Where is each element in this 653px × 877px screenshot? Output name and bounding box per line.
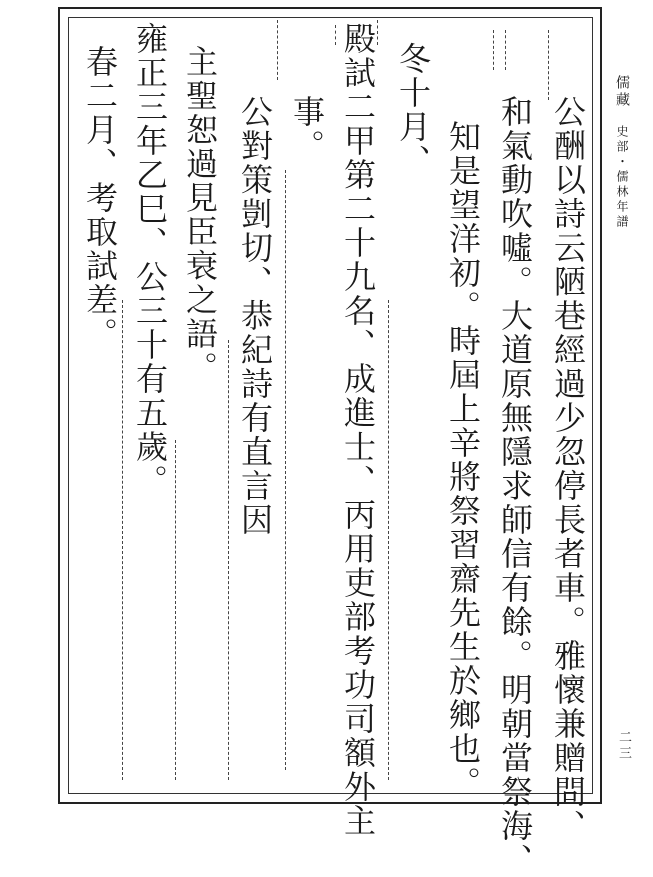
page-number: 二三 [616,730,631,762]
text-column-7: 公對策剴切、恭紀詩有直言因 [236,95,274,537]
text-column-1: 公酬以詩云陋巷經過少忽停長者車。雅懷兼贈問、 [549,95,587,843]
column-rule [228,340,229,780]
text-column-8: 主聖恕過見臣衰之語。 [181,45,219,385]
text-column-5: 殿試二甲第二十九名、成進士、丙用吏部考功司額外主 [339,22,377,838]
text-column-9: 雍正三年乙巳、公三十有五歲。 [131,22,169,498]
section-title: 史部・儒林年譜 [615,125,629,230]
column-rule [122,300,123,780]
column-rule [388,300,389,780]
column-rule [335,25,336,45]
column-rule [277,20,278,80]
text-column-10: 春二月、考取試差。 [81,45,119,351]
text-column-6: 事。 [288,95,326,163]
book-title: 儒藏 [614,75,630,109]
text-column-3: 知是望洋初。時屆上辛將祭習齋先生於鄉也。 [444,120,482,800]
column-rule [548,30,549,100]
column-rule [175,440,176,780]
column-rule [505,30,506,70]
column-rule [285,170,286,770]
text-column-4: 冬十月、 [394,42,432,178]
column-rule [493,30,494,70]
text-column-2: 和氣動吹噓。大道原無隱求師信有餘。明朝當祭海、 [496,95,534,877]
